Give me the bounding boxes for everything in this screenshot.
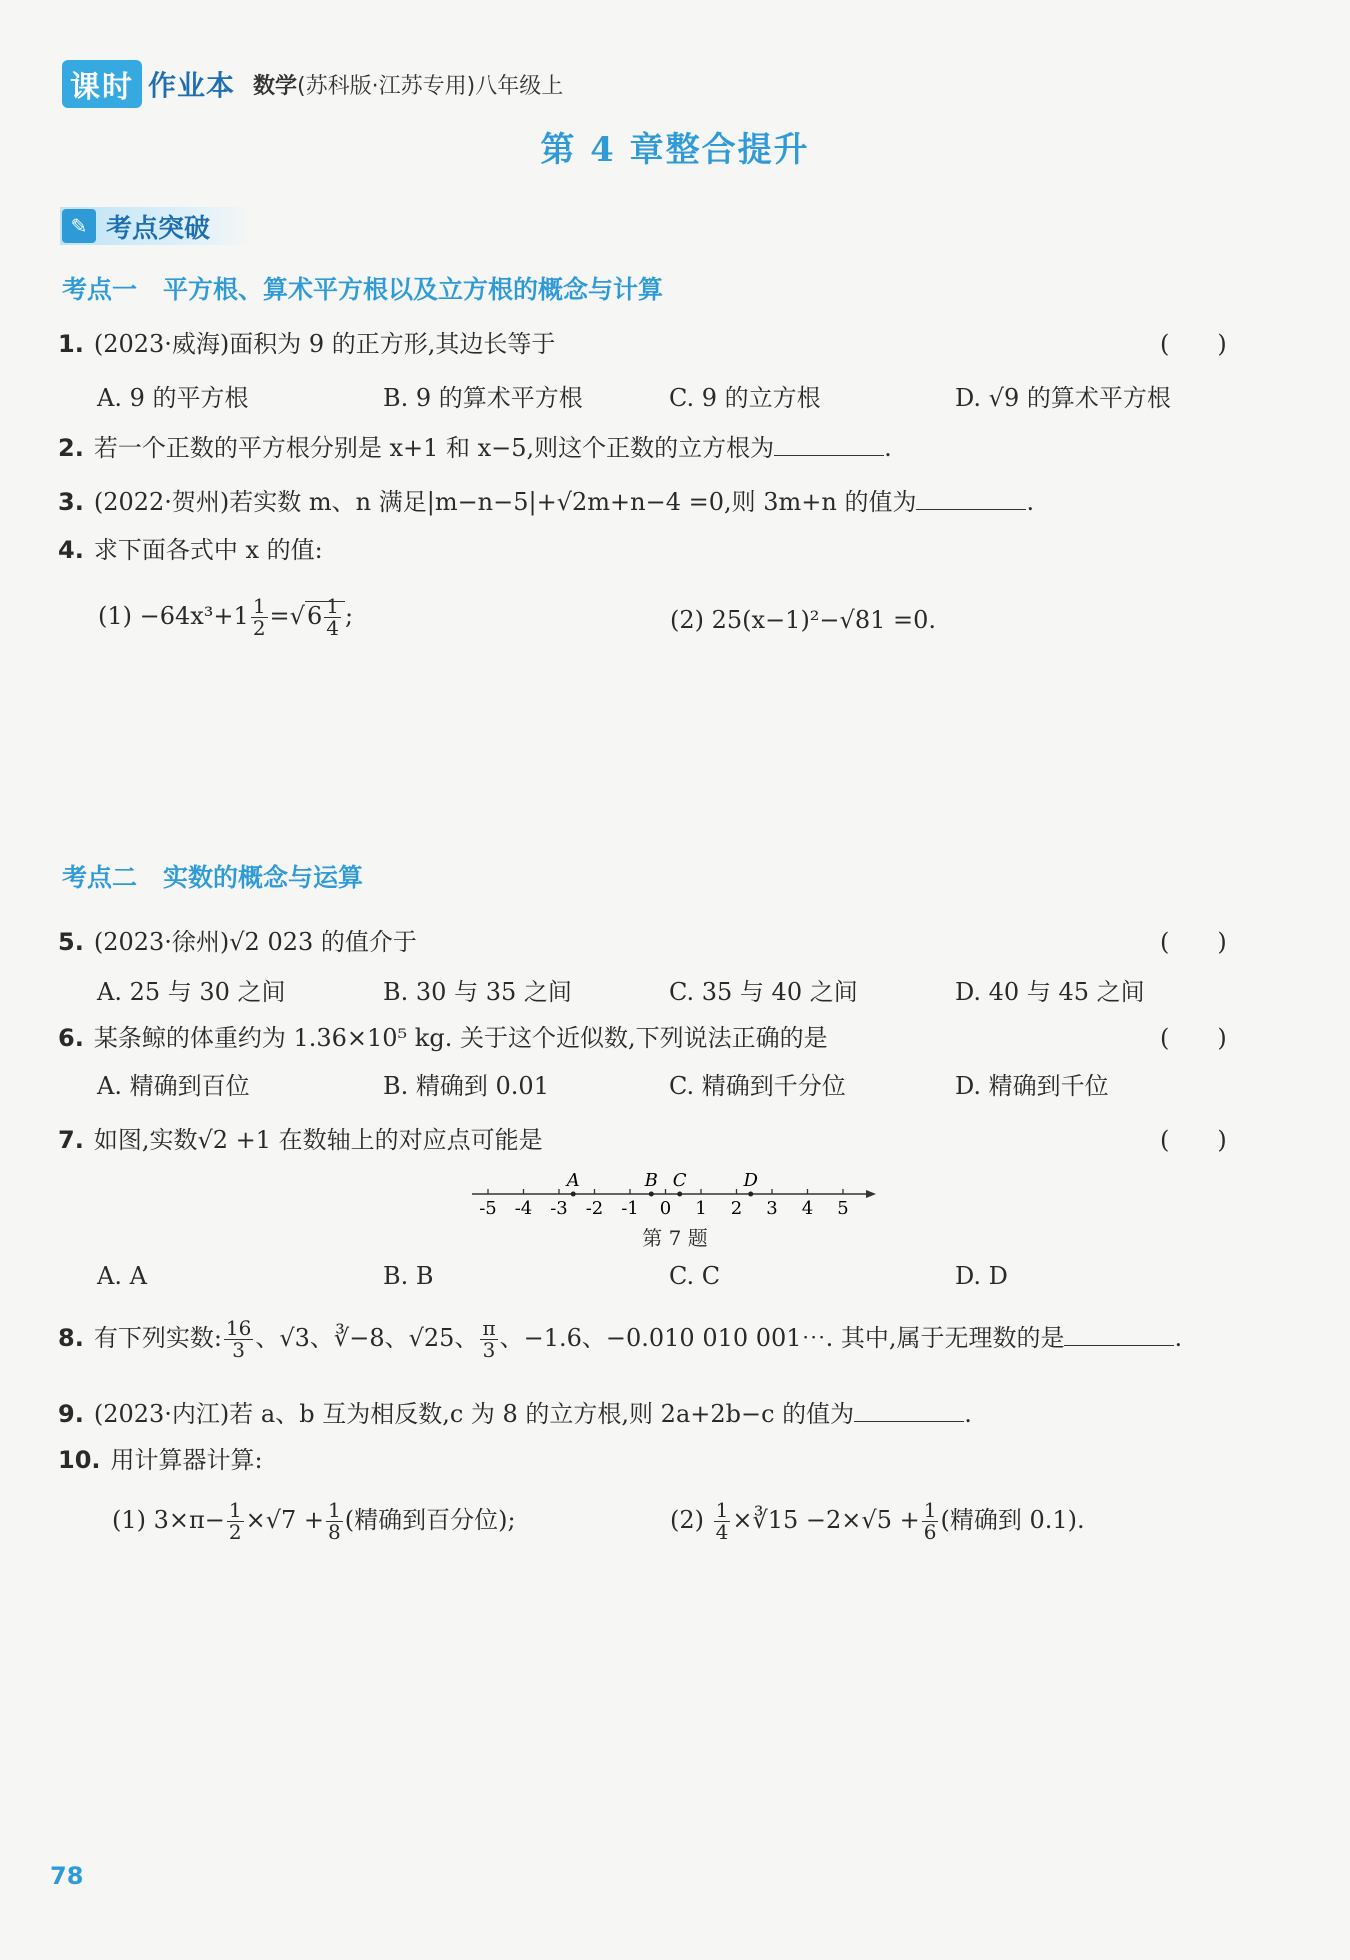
question-text: 有下列实数: bbox=[93, 1324, 222, 1352]
denominator: 6 bbox=[923, 1520, 937, 1544]
option-c[interactable]: C. 精确到千分位 bbox=[669, 1072, 846, 1100]
part-text: ×√7 + bbox=[245, 1506, 325, 1534]
brand-subject bbox=[253, 69, 563, 100]
option-a[interactable]: A. 25 与 30 之间 bbox=[97, 978, 286, 1006]
fraction bbox=[251, 596, 268, 639]
pencil-icon: ✎ bbox=[62, 209, 96, 243]
fraction bbox=[227, 1500, 244, 1543]
question-text: 若一个正数的平方根分别是 x+1 和 x−5,则这个正数的立方根为 bbox=[93, 434, 775, 462]
tick-label: 2 bbox=[730, 1198, 743, 1219]
option-a[interactable]: A. A bbox=[97, 1262, 147, 1290]
question-number: 1. bbox=[58, 330, 84, 358]
brand-logo: 课时 bbox=[62, 60, 142, 108]
question-2 bbox=[58, 428, 892, 463]
figure-caption: 第 7 题 bbox=[642, 1226, 708, 1250]
question-number: 3. bbox=[58, 488, 84, 516]
question-6 bbox=[58, 1018, 828, 1053]
denominator: 4 bbox=[326, 616, 339, 640]
fraction bbox=[480, 1318, 497, 1361]
numerator: 1 bbox=[715, 1498, 729, 1522]
question-text: 如图,实数√2 +1 在数轴上的对应点可能是 bbox=[93, 1126, 543, 1154]
subject-label: 数学 bbox=[253, 73, 298, 99]
question-7 bbox=[58, 1120, 543, 1155]
option-a[interactable]: A. 9 的平方根 bbox=[97, 384, 249, 412]
answer-blank[interactable] bbox=[774, 454, 884, 456]
tick-label: -4 bbox=[514, 1198, 533, 1219]
option-c[interactable]: C. 9 的立方根 bbox=[669, 384, 821, 412]
part-text: ×∛15 −2×√5 + bbox=[732, 1506, 920, 1534]
numerator: 16 bbox=[225, 1316, 252, 1340]
option-b[interactable]: B. 9 的算术平方根 bbox=[383, 384, 583, 412]
question-number: 9. bbox=[58, 1400, 84, 1428]
kaodian-heading-2 bbox=[62, 858, 363, 894]
point-d bbox=[748, 1192, 753, 1197]
mixed-whole: 6 bbox=[306, 602, 323, 630]
point-label: A bbox=[566, 1170, 580, 1191]
section-banner bbox=[60, 207, 250, 245]
question-5 bbox=[58, 922, 417, 957]
question-end: . bbox=[1174, 1324, 1183, 1352]
denominator: 3 bbox=[232, 1338, 246, 1362]
numerator: 1 bbox=[252, 594, 266, 618]
tick-label: 5 bbox=[837, 1198, 849, 1219]
question-text: 求下面各式中 x 的值: bbox=[93, 536, 323, 564]
option-b[interactable]: B. B bbox=[383, 1262, 434, 1290]
question-10-part-1 bbox=[112, 1500, 516, 1543]
edition-label: (苏科版·江苏专用)八年级上 bbox=[297, 73, 564, 99]
brand-name: 作业本 bbox=[148, 69, 236, 102]
answer-paren[interactable]: ( ) bbox=[1160, 1126, 1227, 1154]
part-text: (2) bbox=[670, 1506, 712, 1534]
question-10-part-2 bbox=[670, 1500, 1085, 1543]
number-line bbox=[468, 1168, 878, 1220]
question-text: 用计算器计算: bbox=[110, 1446, 263, 1474]
kaodian-title: 平方根、算术平方根以及立方根的概念与计算 bbox=[163, 275, 664, 304]
question-number: 7. bbox=[58, 1126, 84, 1154]
question-number: 2. bbox=[58, 434, 84, 462]
tick-label: 1 bbox=[695, 1198, 707, 1219]
fraction bbox=[324, 596, 341, 639]
question-10 bbox=[58, 1440, 263, 1475]
tick-label: 0 bbox=[659, 1198, 672, 1219]
option-b[interactable]: B. 30 与 35 之间 bbox=[383, 978, 572, 1006]
equals-sign: = bbox=[269, 602, 290, 630]
kaodian-label: 考点一 bbox=[62, 275, 138, 304]
numerator: 1 bbox=[923, 1498, 937, 1522]
question-text: (2023·内江)若 a、b 互为相反数,c 为 8 的立方根,则 2a+2b−c 的值为 bbox=[93, 1400, 855, 1428]
section-label: 考点突破 bbox=[106, 213, 211, 244]
fraction bbox=[326, 1500, 343, 1543]
question-number: 8. bbox=[58, 1324, 84, 1352]
option-d[interactable]: D. 精确到千位 bbox=[955, 1072, 1109, 1100]
tick-label: -3 bbox=[550, 1198, 568, 1219]
denominator: 2 bbox=[252, 616, 266, 640]
denominator: 3 bbox=[482, 1338, 496, 1362]
option-a[interactable]: A. 精确到百位 bbox=[97, 1072, 250, 1100]
answer-paren[interactable]: ( ) bbox=[1160, 928, 1227, 956]
question-number: 6. bbox=[58, 1024, 84, 1052]
answer-paren[interactable]: ( ) bbox=[1160, 1024, 1227, 1052]
question-4-part-2: (2) 25(x−1)²−√81 =0. bbox=[670, 606, 937, 634]
part-text: (1) 3×π− bbox=[112, 1506, 225, 1534]
numerator: 1 bbox=[326, 594, 339, 618]
question-end: . bbox=[964, 1400, 972, 1428]
question-text: (2022·贺州)若实数 m、n 满足|m−n−5|+√2m+n−4 =0,则 3m+n 的值为 bbox=[93, 488, 917, 516]
kaodian-title: 实数的概念与运算 bbox=[163, 863, 364, 892]
option-c[interactable]: C. 35 与 40 之间 bbox=[669, 978, 858, 1006]
question-number: 4. bbox=[58, 536, 84, 564]
answer-blank[interactable] bbox=[854, 1420, 964, 1422]
fraction bbox=[922, 1500, 939, 1543]
number-line-points bbox=[565, 1170, 759, 1197]
header-brand bbox=[62, 60, 563, 108]
answer-paren[interactable]: ( ) bbox=[1160, 330, 1227, 358]
question-number: 10. bbox=[58, 1446, 101, 1474]
fraction bbox=[224, 1318, 253, 1361]
chapter-title: 第 4 章整合提升 bbox=[540, 130, 810, 170]
part-text: (精确到 0.1). bbox=[940, 1506, 1085, 1534]
option-c[interactable]: C. C bbox=[669, 1262, 721, 1290]
question-end: . bbox=[1026, 488, 1035, 516]
tick-label: 3 bbox=[766, 1198, 778, 1219]
kaodian-heading-1 bbox=[62, 270, 663, 306]
part-end: ; bbox=[344, 602, 354, 630]
question-text: (2023·徐州)√2 023 的值介于 bbox=[93, 928, 417, 956]
tick-label: 4 bbox=[801, 1198, 814, 1219]
denominator: 8 bbox=[328, 1520, 341, 1544]
tick-label: -2 bbox=[585, 1198, 604, 1219]
denominator: 4 bbox=[715, 1520, 729, 1544]
numerator: 1 bbox=[228, 1498, 242, 1522]
part-text: (精确到百分位); bbox=[344, 1506, 516, 1534]
answer-blank[interactable] bbox=[916, 508, 1026, 510]
question-8 bbox=[58, 1318, 1182, 1361]
question-4 bbox=[58, 530, 323, 565]
numerator: π bbox=[482, 1316, 496, 1340]
point-label: B bbox=[644, 1170, 658, 1191]
question-4-part-1: (1) −64x³+1 $\frac{1}{2}$ =√6 $\frac{1}{4}$ ; bbox=[98, 594, 354, 640]
question-text: 、−1.6、−0.010 010 001⋯. 其中,属于无理数的是 bbox=[499, 1324, 1065, 1352]
tick-label: -1 bbox=[621, 1198, 639, 1219]
kaodian-label: 考点二 bbox=[62, 863, 138, 892]
page-number: 78 bbox=[50, 1862, 84, 1890]
fraction bbox=[714, 1500, 731, 1543]
point-a bbox=[571, 1192, 576, 1197]
point-b bbox=[649, 1192, 654, 1197]
question-9 bbox=[58, 1394, 972, 1429]
question-end: . bbox=[884, 434, 892, 462]
question-text: (2023·威海)面积为 9 的正方形,其边长等于 bbox=[93, 330, 556, 358]
option-d[interactable]: D. √9 的算术平方根 bbox=[955, 384, 1171, 412]
tick-label: -5 bbox=[479, 1198, 497, 1219]
denominator: 2 bbox=[228, 1520, 242, 1544]
answer-blank[interactable] bbox=[1064, 1344, 1174, 1346]
number-line-arrow bbox=[866, 1190, 876, 1198]
question-text: 、√3、∛−8、√25、 bbox=[255, 1324, 479, 1352]
point-c bbox=[677, 1192, 682, 1197]
radicand bbox=[305, 594, 345, 640]
part-text: (1) −64x³+1 bbox=[98, 602, 249, 630]
question-3 bbox=[58, 482, 1034, 517]
point-label: C bbox=[672, 1170, 687, 1191]
option-d[interactable]: D. D bbox=[955, 1262, 1008, 1290]
question-number: 5. bbox=[58, 928, 84, 956]
question-1 bbox=[58, 324, 555, 359]
question-text: 某条鲸的体重约为 1.36×10⁵ kg. 关于这个近似数,下列说法正确的是 bbox=[93, 1024, 828, 1052]
numerator: 1 bbox=[328, 1498, 341, 1522]
option-d[interactable]: D. 40 与 45 之间 bbox=[955, 978, 1145, 1006]
point-label: D bbox=[743, 1170, 758, 1191]
option-b[interactable]: B. 精确到 0.01 bbox=[383, 1072, 549, 1100]
